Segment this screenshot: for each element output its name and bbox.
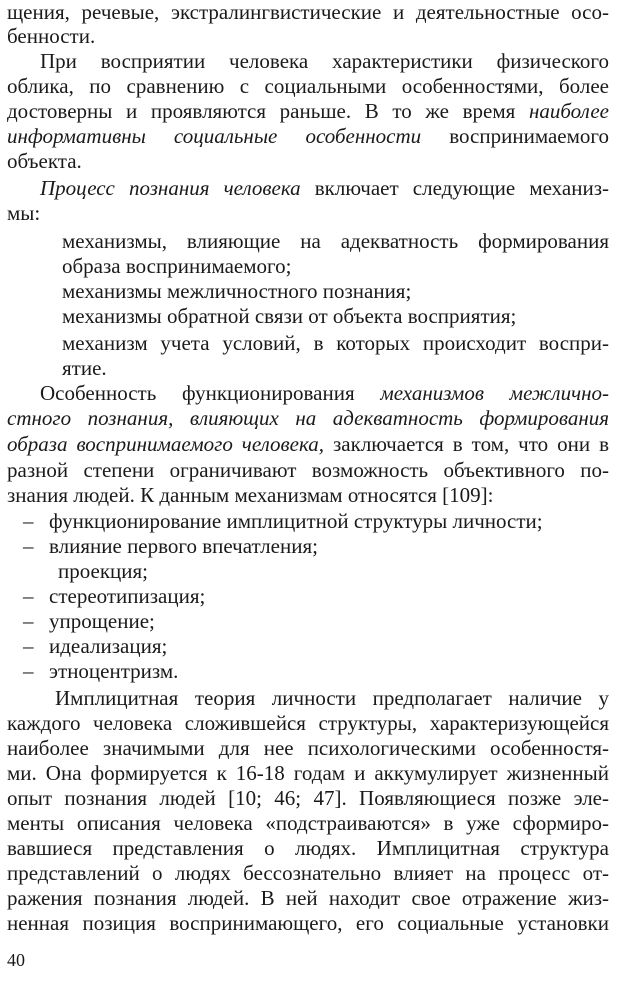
text-run: воспринимаемого [449,124,609,148]
text-line: представлений о людях бессознательно влияет на процесс от- [7,861,609,885]
list-item-text: образа воспринимаемого; [62,254,292,278]
text-line [40,176,609,201]
list-item [23,659,609,684]
list-item-text: стереотипизация; [49,584,206,608]
text-line: облика, по сравнению с социальными особенностями, более [7,74,609,98]
text-line: вавшиеся представления о людях. Имплицитная структура [7,836,609,860]
text-line: наиболее значимыми для нее психологическими особенностя- [7,736,609,760]
list-item-text: механизм учета условий, в которых происходит воспри- [62,331,609,355]
italic-text: информативны социальные особенности [7,124,422,148]
list-item-text: этноцентризм. [49,659,179,683]
text-line: щения, речевые, экстралингвистические и деятельностные осо- [7,0,609,24]
dash-bullet: – [23,509,34,533]
dash-bullet: – [23,634,34,658]
text-run: достоверны и проявляются раньше. В то же время [7,99,516,123]
text-line: знания людей. К данным механизмам относятся [109]: [7,483,494,507]
text-run: включает следующие механиз- [314,176,609,200]
page-number: 40 [7,950,25,970]
dash-bullet: – [23,584,34,608]
italic-text: Процесс познания человека [40,176,301,200]
list-item [23,634,609,659]
italic-text: образа воспринимаемого человека, [7,432,325,456]
text-line: разной степени ограничивают возможность объективного по- [7,458,609,482]
list-item-text: функционирование имплицитной структуры личности; [49,509,543,533]
list-item [23,584,609,609]
list-item [23,534,609,559]
list-item-text: механизмы обратной связи от объекта восприятия; [62,304,517,328]
text-run: Особенность функционирования [40,381,355,405]
italic-text: наиболее [528,99,609,123]
text-line: бенности. [7,24,96,48]
list-item-text: проекция; [58,559,148,583]
text-line: опыт познания людей [10; 46; 47]. Появляющиеся позже эле- [7,786,609,810]
list-item-text: механизмы, влияющие на адекватность формирования [62,229,609,253]
text-line: мы: [7,201,41,225]
text-line: ражения познания людей. В ней находит свое отражение жиз- [7,886,609,910]
list-item-text: механизмы межличностного познания; [62,279,412,303]
text-line: Имплицитная теория личности предполагает наличие у [55,686,609,710]
italic-text: механизмов межлично- [380,381,609,405]
list-item-text: идеализация; [49,634,168,658]
text-line [7,99,609,124]
dash-bullet: – [23,659,34,683]
text-line: При восприятии человека характеристики физического [40,49,609,73]
text-line: менты описания человека «подстраиваются» в уже сформиро- [7,811,609,835]
text-line [7,432,609,457]
list-item-text: ятие. [62,356,107,380]
text-line: ми. Она формируется к 16-18 годам и аккумулирует жизненный [7,761,609,785]
text-line: стного познания, влияющих на адекватность формирования [7,406,609,430]
list-item [23,609,609,634]
list-item [23,509,609,534]
text-line [7,124,609,149]
text-line [40,381,609,406]
dash-bullet: – [23,609,34,633]
list-item-text: упрощение; [49,609,155,633]
list-item-text: влияние первого впечатления; [49,534,318,558]
text-line: объекта. [7,149,82,173]
text-run: заключается в том, что они в [333,432,609,456]
text-line: ненная позиция воспринимающего, его социальные установки [7,911,609,935]
text-line: каждого человека сложившейся структуры, характеризующейся [7,711,609,735]
dash-bullet: – [23,534,34,558]
